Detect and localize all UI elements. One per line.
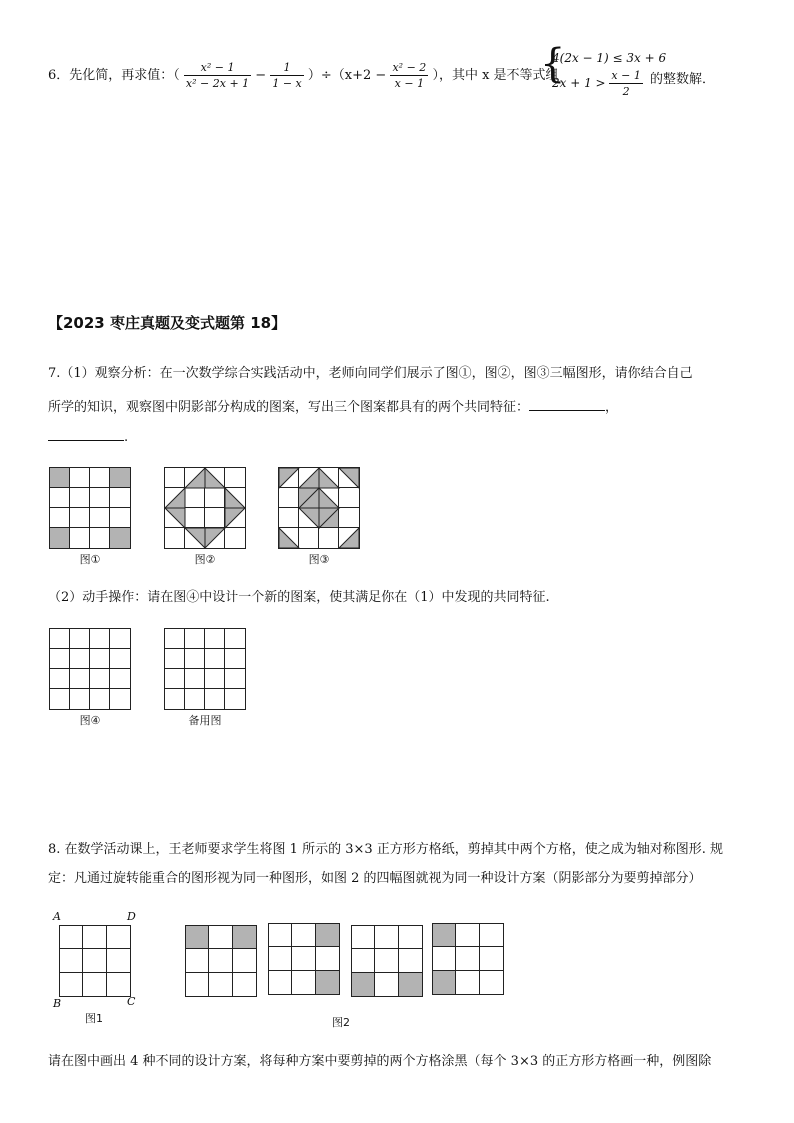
grid-cell [352, 949, 375, 972]
grid-cell [233, 926, 256, 949]
grid-cell [269, 947, 292, 970]
q8-figure-2a-grid [185, 925, 257, 997]
shaded-triangle [299, 508, 319, 528]
grid-cell [205, 669, 225, 689]
inequality-2: 2x + 1 > $\frac{x - 1}{2}$ [552, 69, 641, 98]
grid-cell [399, 973, 422, 996]
grid-cell [225, 669, 245, 689]
grid-cell [456, 924, 479, 947]
grid-cell [110, 689, 130, 709]
shaded-triangle [299, 488, 319, 508]
grid-cell [110, 669, 130, 689]
grid-cell [50, 488, 70, 508]
grid-cell [433, 924, 456, 947]
grid-cell [70, 689, 90, 709]
shaded-triangle [205, 468, 225, 488]
figure-3-caption: 图③ [308, 553, 330, 566]
grid-cell [316, 971, 339, 994]
grid-cell [90, 689, 110, 709]
grid-cell [185, 689, 205, 709]
grid-cell [269, 971, 292, 994]
grid-cell [375, 949, 398, 972]
grid-cell [375, 926, 398, 949]
grid-cell [480, 971, 503, 994]
grid-cell [90, 488, 110, 508]
grid-cell [60, 949, 83, 972]
grid-cell [352, 926, 375, 949]
grid-cell [292, 924, 315, 947]
grid-cell [225, 629, 245, 649]
grid-cell [375, 973, 398, 996]
grid-cell [70, 669, 90, 689]
shaded-triangle [339, 468, 359, 488]
q8-figure-2-caption: 图2 [332, 1016, 350, 1029]
answer-blank-2[interactable] [48, 426, 124, 441]
grid-cell [60, 973, 83, 996]
grid-cell [225, 649, 245, 669]
grid-cell [83, 973, 106, 996]
shaded-triangle [279, 528, 299, 548]
q7-part2: （2）动手操作：请在图④中设计一个新的图案，使其满足你在（1）中发现的共同特征. [48, 590, 550, 605]
shaded-triangle [279, 468, 299, 488]
grid-cell [165, 629, 185, 649]
shaded-triangle [165, 508, 185, 528]
grid-cell [433, 971, 456, 994]
grid-cell [70, 468, 90, 488]
grid-cell [107, 973, 130, 996]
q6-tail: 的整数解． [650, 72, 716, 87]
grid-cell [70, 528, 90, 548]
grid-cell [185, 649, 205, 669]
grid-cell [107, 926, 130, 949]
grid-cell [50, 689, 70, 709]
grid-cell [399, 926, 422, 949]
shaded-triangle [185, 468, 205, 488]
q8-line2: 定：凡通过旋转能重合的图形视为同一种图形，如图 2 的四幅图就视为同一种设计方案（阴影部分为要剪掉部分） [48, 871, 702, 886]
grid-cell [205, 689, 225, 709]
grid-cell [205, 629, 225, 649]
grid-cell [352, 973, 375, 996]
shaded-triangle [225, 508, 245, 528]
q7-line2: 所学的知识，观察图中阴影部分构成的图案，写出三个图案都具有的两个共同特征： ， [48, 396, 618, 418]
grid-cell [50, 649, 70, 669]
question-6: 6．先化简，再求值：（ $\frac{\text{x² − 1}}{\text{x² − 2x + 1}}$ − $\frac{1}{1 - x}$ ）÷（x+2 − $\frac{\text{x² − 2}}{x - 1}$ ），其中 x 是不等式组 [48, 61, 559, 90]
grid-cell [90, 468, 110, 488]
grid-cell [90, 508, 110, 528]
grid-cell [70, 508, 90, 528]
grid-cell [165, 649, 185, 669]
shaded-triangle [225, 488, 245, 508]
grid-cell [233, 949, 256, 972]
q6-prefix: 6．先化简，再求值：（ [48, 68, 180, 83]
grid-cell [292, 971, 315, 994]
grid-cell [269, 924, 292, 947]
figure-1-caption: 图① [79, 553, 101, 566]
grid-cell [433, 947, 456, 970]
grid-cell [186, 949, 209, 972]
grid-cell [70, 629, 90, 649]
grid-cell [316, 947, 339, 970]
grid-cell [225, 689, 245, 709]
figure-1-grid [49, 467, 131, 549]
q8-figure-1-caption: 图1 [85, 1012, 103, 1025]
grid-cell [456, 947, 479, 970]
spare-grid[interactable] [164, 628, 246, 710]
q7-line1: 7.（1）观察分析：在一次数学综合实践活动中，老师向同学们展示了图①，图②，图③三幅图形，请你结合自己 [48, 366, 693, 381]
figure-4-caption: 图④ [79, 714, 101, 727]
grid-cell [50, 629, 70, 649]
grid-cell [480, 924, 503, 947]
inequality-1: 4(2x − 1) ≤ 3x + 6 [552, 51, 667, 65]
label-C: C [127, 995, 136, 1008]
grid-cell [186, 973, 209, 996]
shaded-triangle [205, 528, 225, 548]
q8-line1: 8. 在数学活动课上，王老师要求学生将图 1 所示的 3×3 正方形方格纸，剪掉其中两个方格，使之成为轴对称图形. 规 [48, 842, 724, 857]
grid-cell [90, 649, 110, 669]
inequality-brace: { [540, 41, 566, 87]
grid-cell [50, 669, 70, 689]
grid-cell [50, 508, 70, 528]
figure-2-caption: 图② [194, 553, 216, 566]
section-heading: 【2023 枣庄真题及变式题第 18】 [48, 314, 287, 332]
grid-cell [209, 926, 232, 949]
q6-fraction-3: $\frac{\text{x² − 2}}{x - 1}$ [392, 61, 427, 90]
grid-cell [316, 924, 339, 947]
grid-cell [70, 488, 90, 508]
shaded-pattern [279, 468, 359, 548]
grid-cell [90, 629, 110, 649]
grid-cell [209, 973, 232, 996]
q6-suffix: ），其中 x 是不等式组 [432, 68, 559, 83]
grid-cell [185, 629, 205, 649]
shaded-triangle [319, 508, 339, 528]
shaded-triangle [185, 528, 205, 548]
grid-cell [50, 468, 70, 488]
grid-cell [209, 949, 232, 972]
grid-cell [107, 949, 130, 972]
shaded-triangle [299, 468, 319, 488]
grid-cell [110, 649, 130, 669]
q6-fraction-2: $\frac{1}{1 - x}$ [272, 61, 302, 90]
grid-cell [110, 488, 130, 508]
q8-figure-2d-grid [432, 923, 504, 995]
grid-cell [110, 528, 130, 548]
spare-grid-caption: 备用图 [188, 714, 222, 727]
q8-line3: 请在图中画出 4 种不同的设计方案，将每种方案中要剪掉的两个方格涂黑（每个 3×3 的正方形方格画一种，例图除 [48, 1054, 712, 1069]
grid-cell [70, 649, 90, 669]
grid-cell [110, 468, 130, 488]
grid-cell [110, 629, 130, 649]
grid-cell [399, 949, 422, 972]
shaded-pattern [165, 468, 245, 548]
grid-cell [90, 528, 110, 548]
answer-blank-1[interactable] [529, 396, 605, 411]
grid-cell [205, 649, 225, 669]
shaded-triangle [319, 468, 339, 488]
q8-figure-1-grid [59, 925, 131, 997]
label-D: D [127, 910, 136, 923]
figure-3-grid [278, 467, 360, 549]
label-B: B [53, 997, 62, 1010]
figure-4-grid[interactable] [49, 628, 131, 710]
grid-cell [110, 508, 130, 528]
grid-cell [185, 669, 205, 689]
label-A: A [53, 910, 61, 923]
grid-cell [83, 926, 106, 949]
grid-cell [50, 528, 70, 548]
grid-cell [165, 669, 185, 689]
q6-mid: ）÷（x+2 − [307, 68, 387, 83]
shaded-triangle [165, 488, 185, 508]
grid-cell [480, 947, 503, 970]
q6-fraction-1: $\frac{\text{x² − 1}}{\text{x² − 2x + 1}}$ [185, 61, 250, 90]
grid-cell [83, 949, 106, 972]
grid-cell [233, 973, 256, 996]
figure-2-grid [164, 467, 246, 549]
grid-cell [90, 669, 110, 689]
grid-cell [60, 926, 83, 949]
q8-figure-2c-grid [351, 925, 423, 997]
grid-cell [165, 689, 185, 709]
grid-cell [292, 947, 315, 970]
shaded-triangle [319, 488, 339, 508]
shaded-triangle [339, 528, 359, 548]
q8-figure-2b-grid [268, 923, 340, 995]
q7-line3: . [48, 426, 128, 448]
grid-cell [456, 971, 479, 994]
grid-cell [186, 926, 209, 949]
